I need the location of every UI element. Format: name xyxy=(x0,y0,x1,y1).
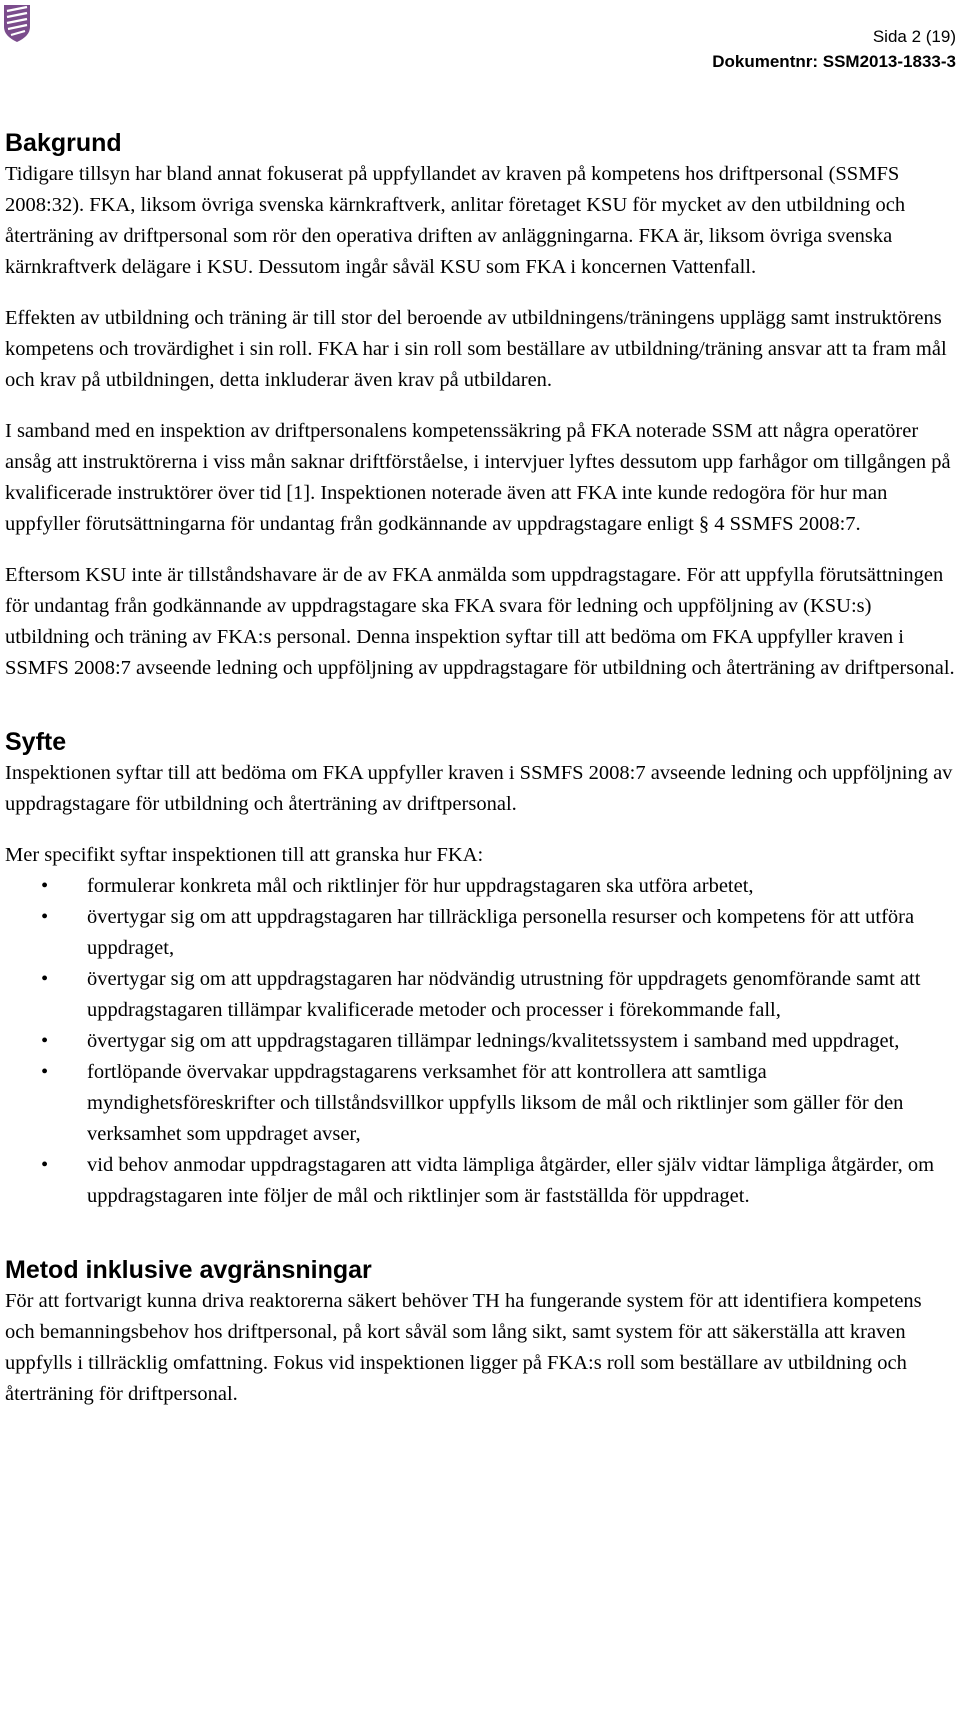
section-heading: Metod inklusive avgränsningar xyxy=(5,1256,372,1284)
document-number: Dokumentnr: SSM2013-1833-3 xyxy=(712,52,956,71)
list-item: • övertygar sig om att uppdragstagaren tillämpar lednings/kvalitetssystem i samband med uppdraget, xyxy=(5,1026,955,1057)
section-bakgrund xyxy=(5,127,955,684)
paragraph: För att fortvarigt kunna driva reaktorerna säkert behöver TH ha fungerande system för att identifiera kompetens och bemanningsbehov hos driftpersonal, på kort såväl som lång sikt, samt system för att säkerställa att kraven uppfylls i tillräcklig omfattning. Fokus vid inspektionen ligger på FKA:s roll som beställare av utbildning och återträning för driftpersonal. xyxy=(5,1290,922,1405)
bullet-list xyxy=(5,871,955,1212)
section-heading: Bakgrund xyxy=(5,129,122,157)
page-header xyxy=(712,24,956,74)
logo-icon xyxy=(3,3,31,43)
list-item: • övertygar sig om att uppdragstagaren har nödvändig utrustning för uppdragets genomförande samt att uppdragstagaren tillämpar kvalificerade metoder och processer i förekommande fall, xyxy=(5,964,955,1026)
section-syfte xyxy=(5,726,955,1212)
list-item: • fortlöpande övervakar uppdragstagarens verksamhet för att kontrollera att samtliga myndighetsföreskrifter och tillståndsvillkor uppfylls liksom de mål och riktlinjer som gäller för den verksamhet som uppdraget avser, xyxy=(5,1057,955,1150)
section-heading: Syfte xyxy=(5,728,67,756)
page-number: Sida 2 (19) xyxy=(872,27,956,46)
paragraph: Mer specifikt syftar inspektionen till att granska hur FKA: xyxy=(5,844,484,866)
paragraph: Effekten av utbildning och träning är till stor del beroende av utbildningens/träningens upplägg samt instruktörens kompetens och trovärdighet i sin roll. FKA har i sin roll som beställare av utbildning/träning ansvar att ta fram mål och krav på utbildningen, detta inkluderar även krav på utbildaren. xyxy=(5,307,947,391)
paragraph: I samband med en inspektion av driftpersonalens kompetenssäkring på FKA noterade SSM att några operatörer ansåg att instruktörerna i viss mån saknar driftförståelse, i intervjuer lyftes dessutom upp farhågor om tillgången på kvalificerade instruktörer över tid [1]. Inspektionen noterade även att FKA inte kunde redogöra för hur man uppfyller förutsättningarna för undantag från godkännande av uppdragstagare enligt § 4 SSMFS 2008:7. xyxy=(5,420,951,535)
section-metod xyxy=(5,1254,955,1410)
list-item: • övertygar sig om att uppdragstagaren har tillräckliga personella resurser och kompetens för att utföra uppdraget, xyxy=(5,902,955,964)
paragraph: Tidigare tillsyn har bland annat fokuserat på uppfyllandet av kraven på kompetens hos driftpersonal (SSMFS 2008:32). FKA, liksom övriga svenska kärnkraftverk, anlitar företaget KSU för mycket av den utbildning och återträning av driftpersonal som rör den operativa driften av anläggningarna. FKA är, liksom övriga svenska kärnkraftverk delägare i KSU. Dessutom ingår såväl KSU som FKA i koncernen Vattenfall. xyxy=(5,163,906,278)
paragraph: Inspektionen syftar till att bedöma om FKA uppfyller kraven i SSMFS 2008:7 avseende ledning och uppföljning av uppdragstagare för utbildning och återträning av driftpersonal. xyxy=(5,762,953,815)
paragraph: Eftersom KSU inte är tillståndshavare är de av FKA anmälda som uppdragstagare. För att uppfylla förutsättningen för undantag från godkännande av uppdragstagare ska FKA svara för ledning och uppföljning av (KSU:s) utbildning och träning av FKA:s personal. Denna inspektion syftar till att bedöma om FKA uppfyller kraven i SSMFS 2008:7 avseende ledning och uppföljning av uppdragstagare för utbildning och återträning av driftpersonal. xyxy=(5,564,955,679)
document-body xyxy=(5,127,955,1410)
list-item: • vid behov anmodar uppdragstagaren att vidta lämpliga åtgärder, eller själv vidtar lämpliga åtgärder, om uppdragstagaren inte följer de mål och riktlinjer som är fastställda för uppdraget. xyxy=(5,1150,955,1212)
list-item: • formulerar konkreta mål och riktlinjer för hur uppdragstagaren ska utföra arbetet, xyxy=(5,871,955,902)
